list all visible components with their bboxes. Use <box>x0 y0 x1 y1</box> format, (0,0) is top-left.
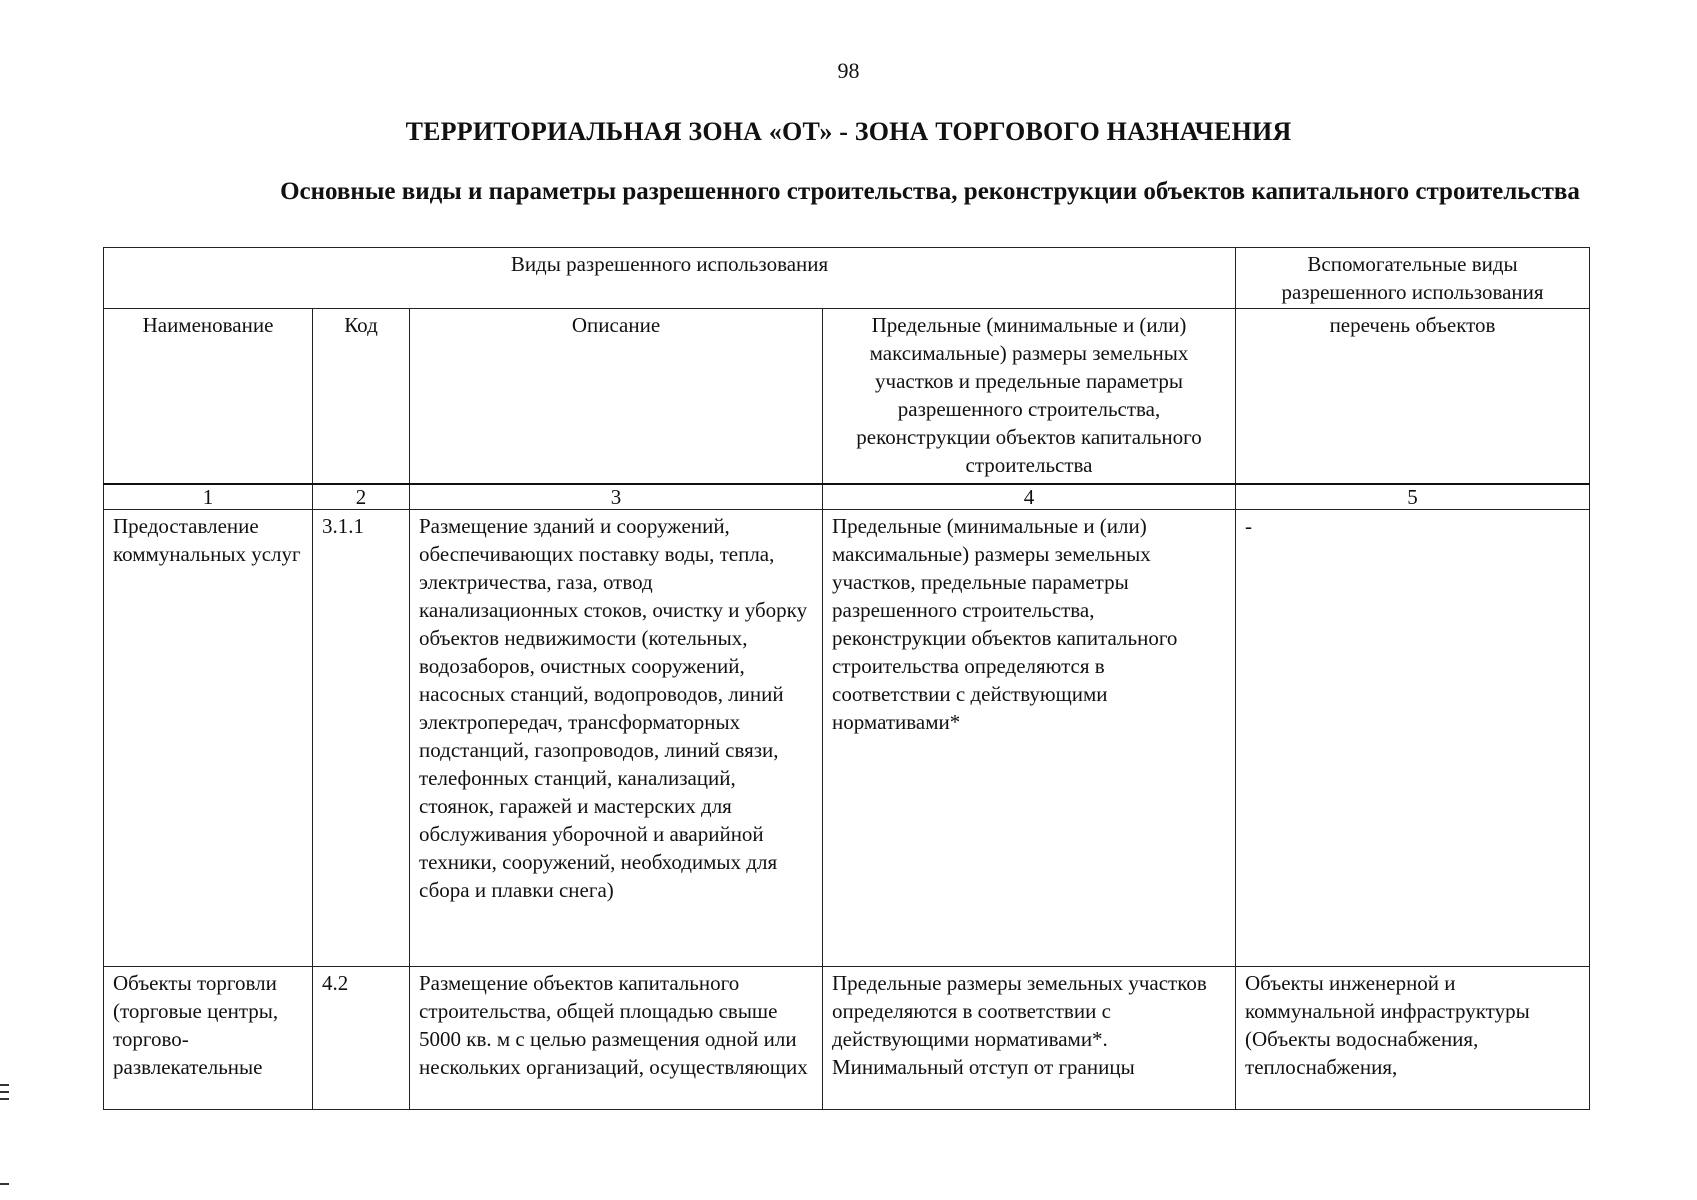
cell-parameters: Предельные (минимальные и (или) максимальные) размеры земельных участков, предельные параметры разрешенного строительства, реконструкции объектов капитального строительства определяются в соответствии с действующими нормативами* <box>823 510 1236 967</box>
column-header-parameters: Предельные (минимальные и (или) максимальные) размеры земельных участков и предельные параметры разрешенного строительства, реконструкции объектов капитального строительства <box>823 309 1236 485</box>
column-number: 4 <box>823 484 1236 510</box>
cell-code: 4.2 <box>313 967 410 1110</box>
table-row <box>104 967 1590 1110</box>
group-header-main: Виды разрешенного использования <box>104 248 1236 309</box>
cell-description: Размещение зданий и сооружений, обеспечивающих поставку воды, тепла, электричества, газа, отвод канализационных стоков, очистку и уборку объектов недвижимости (котельных, водозаборов, очистных сооружений, насосных станций, водопроводов, линий электропередач, трансформаторных подстанций, газопроводов, линий связи, телефонных станций, канализаций, стоянок, гаражей и мастерских для обслуживания уборочной и аварийной техники, сооружений, необходимых для сбора и плавки снега) <box>410 510 823 967</box>
permitted-use-table <box>103 247 1590 1110</box>
column-number: 5 <box>1236 484 1590 510</box>
column-header-row <box>104 309 1590 485</box>
cell-name: Объекты торговли (торговые центры, торгово-развлекательные <box>104 967 313 1110</box>
column-number-row <box>104 484 1590 510</box>
column-header-description: Описание <box>410 309 823 485</box>
column-header-code: Код <box>313 309 410 485</box>
column-header-objects-list: перечень объектов <box>1236 309 1590 485</box>
document-title: ТЕРРИТОРИАЛЬНАЯ ЗОНА «ОТ» - ЗОНА ТОРГОВОГО НАЗНАЧЕНИЯ <box>405 117 1292 146</box>
cell-name: Предоставление коммунальных услуг <box>104 510 313 967</box>
column-number: 3 <box>410 484 823 510</box>
cell-description: Размещение объектов капитального строительства, общей площадью свыше 5000 кв. м с целью размещения одной или нескольких организаций, осуществляющих <box>410 967 823 1110</box>
scan-edge-mark <box>0 1091 9 1093</box>
cell-auxiliary: - <box>1236 510 1590 967</box>
scan-edge-mark <box>0 1183 9 1185</box>
scan-edge-mark <box>0 1084 9 1086</box>
group-header-auxiliary: Вспомогательные виды разрешенного использования <box>1236 248 1590 309</box>
cell-code: 3.1.1 <box>313 510 410 967</box>
page-number: 98 <box>837 58 860 83</box>
column-number: 1 <box>104 484 313 510</box>
document-subtitle: Основные виды и параметры разрешенного строительства, реконструкции объектов капитального строительства <box>280 178 1580 205</box>
cell-auxiliary: Объекты инженерной и коммунальной инфраструктуры (Объекты водоснабжения, теплоснабжения, <box>1236 967 1590 1110</box>
table-row <box>104 510 1590 967</box>
column-number: 2 <box>313 484 410 510</box>
column-header-name: Наименование <box>104 309 313 485</box>
scan-edge-mark <box>0 1098 9 1100</box>
group-header-row <box>104 248 1590 309</box>
cell-parameters: Предельные размеры земельных участков определяются в соответствии с действующими нормативами*. Минимальный отступ от границы <box>823 967 1236 1110</box>
